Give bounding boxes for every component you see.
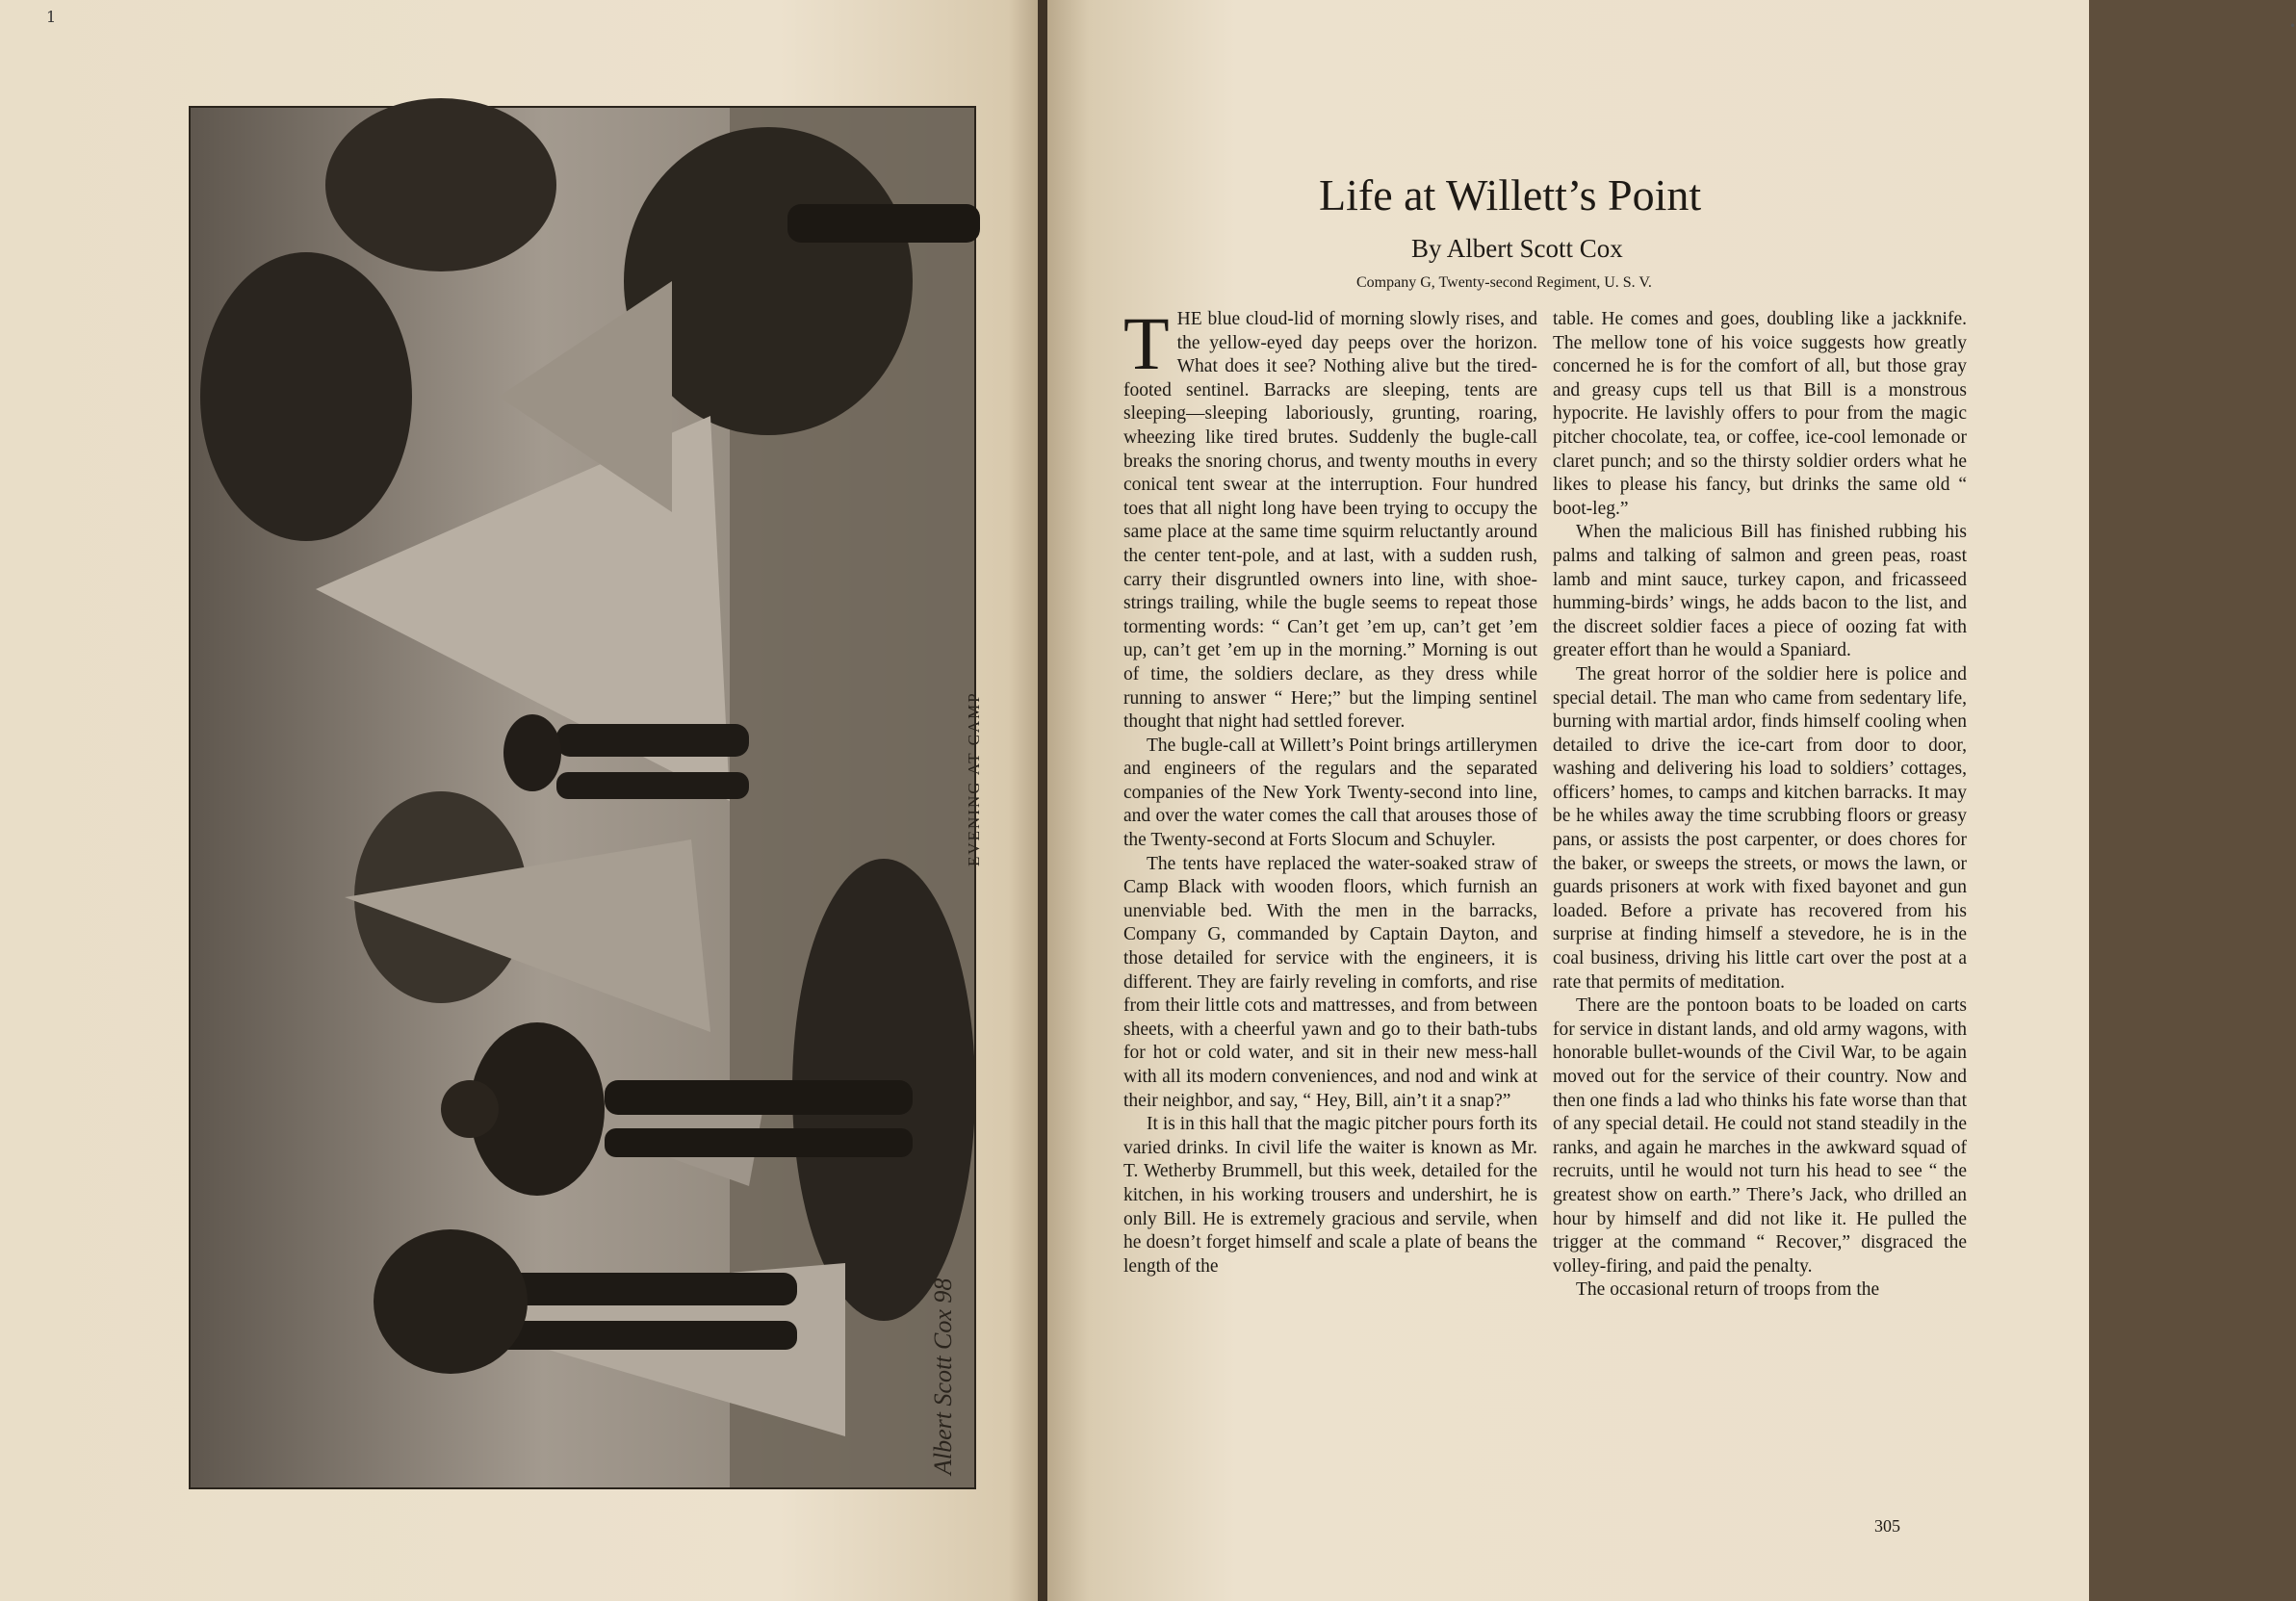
author-affiliation: Company G, Twenty-second Regiment, U. S. V.: [1356, 274, 1652, 291]
illustration-caption: EVENING AT CAMP: [965, 691, 983, 866]
soldier-silhouette: [503, 714, 561, 791]
text-column-2: [1553, 308, 1967, 1303]
article-title: Life at Willett’s Point: [1319, 170, 1702, 219]
soldier-silhouette: [556, 724, 749, 757]
tree-shape: [200, 252, 412, 541]
left-page: [0, 0, 1040, 1601]
paragraph: There are the pontoon boats to be loaded on carts for service in distant lands, and old army wagons, with honorable bullet-wounds of the Civil War, to be again moved out for the service of their country. Now and then one finds a lad who thinks his fate worse than that of any special detail. He could not stand steadily in the ranks, and again he marches in the awkward squad of recruits, until he would not turn his head to see “ the greatest show on earth.” There’s Jack, who drilled an hour by himself and did not like it. He pulled the trigger at the command “ Recover,” disgraced the volley-firing, and paid the penalty.: [1553, 995, 1967, 1277]
drop-cap: T: [1123, 301, 1170, 385]
article-byline: By Albert Scott Cox: [1411, 234, 1623, 263]
paragraph: table. He comes and goes, doubling like a jackknife. The mellow tone of his voice suggests how greatly concerned he is for the comfort of all, but those gray and greasy cups tell us that Bill is a monstrous hypocrite. He lavishly offers to pour from the magic pitcher chocolate, tea, or coffee, ice-cool lemonade or claret punch; and so the thirsty soldier orders what he likes to please his fancy, but drinks the same old “ boot-leg.”: [1553, 309, 1967, 519]
text-column-1: [1123, 301, 1537, 1278]
paragraph: The occasional return of troops from the: [1576, 1279, 1880, 1301]
soldier-silhouette: [556, 772, 749, 799]
paragraph: When the malicious Bill has finished rubbing his palms and talking of salmon and green peas, roast lamb and mint sauce, turkey capon, and fricasseed humming-birds’ wings, he adds bacon to the list, and the discreet soldier faces a piece of oozing fat with greater effort than he would a Spaniard.: [1553, 522, 1967, 661]
tree-shape: [325, 98, 556, 271]
paragraph: The bugle-call at Willett’s Point brings artillerymen and engineers of the regulars and the separated companies of the New York Twenty-second into line, and over the water comes the call that arouses those of the Twenty-second at Forts Slocum and Schuyler.: [1123, 735, 1537, 851]
paragraph-text: HE blue cloud-lid of morning slowly rises, and the yellow-eyed day peeps over the horizon. What does it see? Nothing alive but the tired-footed sentinel. Barracks are sleeping, tents are sleeping—sleeping laboriously, grunting, roaring, wheezing like tired brutes. Suddenly the bugle-call breaks the snoring chorus, and twenty mouths in every conical tent swear at the interruption. Four hundred toes that all night long have been trying to occupy the same place at the same time squirm reluctantly around the center tent-pole, and at last, with a sudden rush, carry their disgruntled owners into line, with shoe-strings trailing, while the bugle seems to repeat those tormenting words: “ Can’t get ’em up, can’t get ’em up, can’t get ’em up in the morning.” Morning is out of time, the soldiers declare, as they dress while running to answer “ Here;” but the limping sentinel thought that night had settled forever.: [1123, 309, 1537, 733]
paragraph: The tents have replaced the water-soaked straw of Camp Black with wooden floors, which furnish an unenviable bed. With the men in the barracks, Company G, commanded by Captain Dayton, and those detailed for service with the engineers, it is different. They are fairly reveling in comforts, and rise from their little cots and mattresses, and from between sheets, with a cheerful yawn and go to their bath-tubs for hot or cold water, and sit in their new mess-hall with all its modern conveniences, and nod and wink at their neighbor, and say, “ Hey, Bill, ain’t it a snap?”: [1123, 853, 1537, 1111]
soldier-silhouette: [605, 1128, 913, 1157]
soldier-silhouette: [479, 1321, 797, 1350]
camp-scene-illustration: [191, 108, 974, 1487]
illustration-evening-at-camp: [189, 106, 976, 1489]
artist-signature: Albert Scott Cox 98: [929, 1278, 957, 1475]
page-number: 305: [1874, 1516, 1900, 1536]
paragraph: [1123, 301, 1537, 735]
paragraph: The great horror of the soldier here is police and special detail. The man who came from sedentary life, burning with martial ardor, finds himself cooling when detailed to drive the ice-cart from door to door, washing and delivering his load to soldiers’ cottages, officers’ homes, to camps and kitchen barracks. It may be he whiles away the time scrubbing floors or greasy pans, or assists the post carpenter, or does chores for the baker, or sweeps the streets, or mows the lawn, or guards prisoners at work with fixed bayonet and gun loaded. Before a private has recovered from his surprise at finding himself a stevedore, he is in the coal business, driving his little cart over the post at a rate that permits of meditation.: [1553, 663, 1967, 993]
soldier-silhouette: [441, 1080, 499, 1138]
corner-mark: 1: [46, 8, 57, 26]
paragraph: It is in this hall that the magic pitcher pours forth its varied drinks. In civil life the waiter is known as Mr. T. Wetherby Brummell, but this week, detailed for the kitchen, in his working trousers and undershirt, he is only Bill. He is extremely gracious and servile, when he doesn’t forget himself and scale a plate of beans the length of the: [1123, 1114, 1537, 1277]
soldier-silhouette: [374, 1229, 528, 1374]
soldier-silhouette: [787, 204, 980, 243]
page-speck: •: [2289, 19, 2296, 33]
soldier-silhouette: [605, 1080, 913, 1115]
